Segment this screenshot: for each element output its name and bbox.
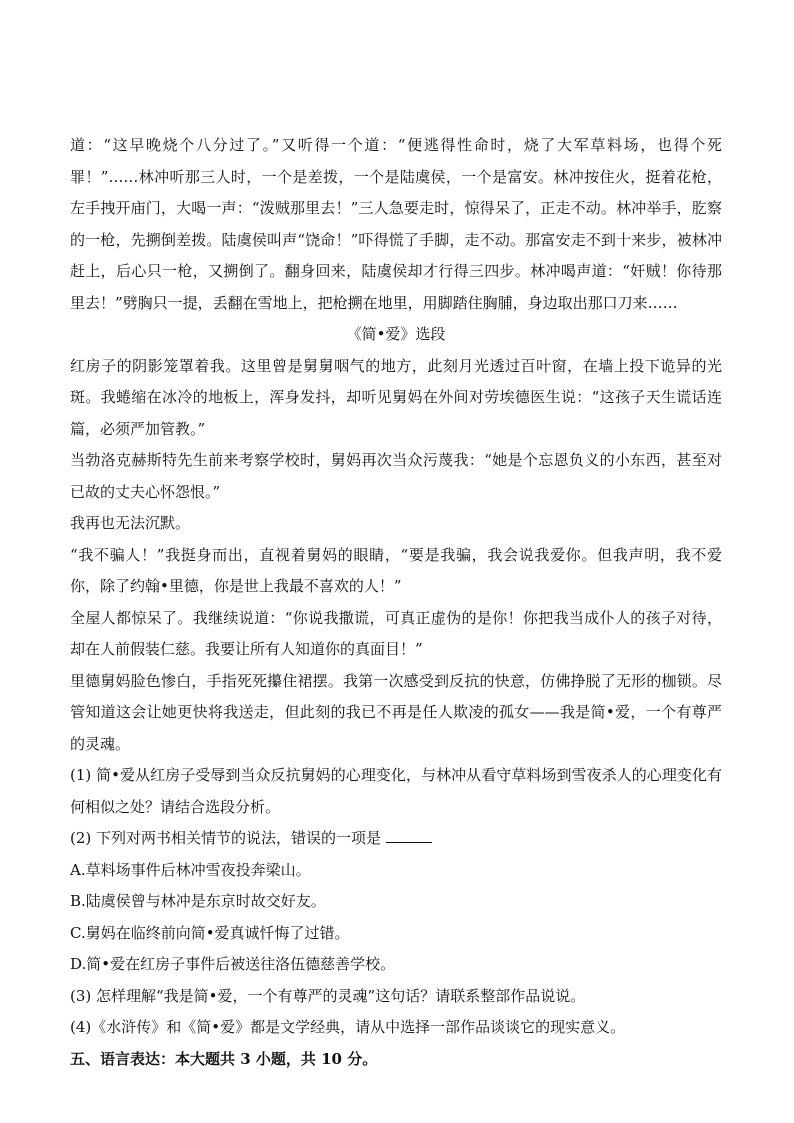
question-2-text: (2) 下列对两书相关情节的说法，错误的一项是 xyxy=(70,829,382,847)
question-4: (4)《水浒传》和《简•爱》都是文学经典，请从中选择一部作品谈谈它的现实意义。 xyxy=(70,1018,626,1036)
question-3: (3) 怎样理解“我是简•爱，一个有尊严的灵魂”这句话？请联系整部作品说说。 xyxy=(70,986,586,1005)
jane-paragraph-6: 里德舅妈脸色惨白，手指死死攥住裙摆。我第一次感受到反抗的快意，仿佛挣脱了无形的枷锁。尽管知道这会让她更快将我送走，但此刻的我已不再是任人欺凌的孤女——我是简•爱，一个有尊严的灵魂。 xyxy=(70,671,722,753)
option-c: C.舅妈在临终前向简•爱真诚忏悔了过错。 xyxy=(70,923,350,942)
question-2 xyxy=(70,823,722,855)
document-page xyxy=(70,130,722,1075)
answer-blank[interactable] xyxy=(386,828,432,843)
jane-paragraph-3: 我再也无法沉默。 xyxy=(70,514,191,532)
option-b: B.陆虞侯曾与林冲是东京时故交好友。 xyxy=(70,892,326,910)
jane-paragraph-4: “我不骗人！”我挺身而出，直视着舅妈的眼睛，“要是我骗，我会说我爱你。但我声明，我不爱你，除了约翰•里德，你是世上我最不喜欢的人！” xyxy=(70,545,722,595)
jane-paragraph-5: 全屋人都惊呆了。我继续说道：“你说我撒谎，可真正虚伪的是你！你把我当成仆人的孩子对待，却在人前假装仁慈。我要让所有人知道你的真面目！” xyxy=(70,608,722,658)
option-a: A.草料场事件后林冲雪夜投奔梁山。 xyxy=(70,860,311,879)
question-1: (1) 简•爱从红房子受辱到当众反抗舅妈的心理变化，与林冲从看守草料场到雪夜杀人的心理变化有何相似之处？请结合选段分析。 xyxy=(70,766,722,816)
jane-paragraph-2: 当勃洛克赫斯特先生前来考察学校时，舅妈再次当众污蔑我：“她是个忘恩负义的小东西，甚至对已故的丈夫心怀怨恨。” xyxy=(70,451,722,501)
shuihu-excerpt: 道：“这早晚烧个八分过了。”又听得一个道：“便逃得性命时，烧了大军草料场，也得个死罪！”……林冲听那三人时，一个是差拨，一个是陆虞侯，一个是富安。林冲按住火，挺着花枪，左手拽开庙门，大喝一声：“泼贼那里去！”三人急要走时，惊得呆了，正走不动。林冲举手，肐察的一枪，先搠倒差拨。陆虞侯叫声“饶命！”吓得慌了手脚，走不动。那富安走不到十来步，被林冲赶上，后心只一枪，又搠倒了。翻身回来，陆虞侯却才行得三四步。林冲喝声道：“奸贼！你待那里去！”劈胸只一提，丢翻在雪地上，把枪搠在地里，用脚踏住胸脯，身边取出那口刀来…… xyxy=(70,136,722,312)
jane-paragraph-1: 红房子的阴影笼罩着我。这里曾是舅舅咽气的地方，此刻月光透过百叶窗，在墙上投下诡异的光斑。我蜷缩在冰冷的地板上，浑身发抖，却听见舅妈在外间对劳埃德医生说：“这孩子天生谎话连篇，必须严加管教。” xyxy=(70,356,722,438)
section-5-heading: 五、语言表达：本大题共 3 小题，共 10 分。 xyxy=(70,1049,378,1068)
jane-eyre-title: 《简•爱》选段 xyxy=(346,325,446,343)
option-d: D.简•爱在红房子事件后被送往洛伍德慈善学校。 xyxy=(70,955,396,973)
